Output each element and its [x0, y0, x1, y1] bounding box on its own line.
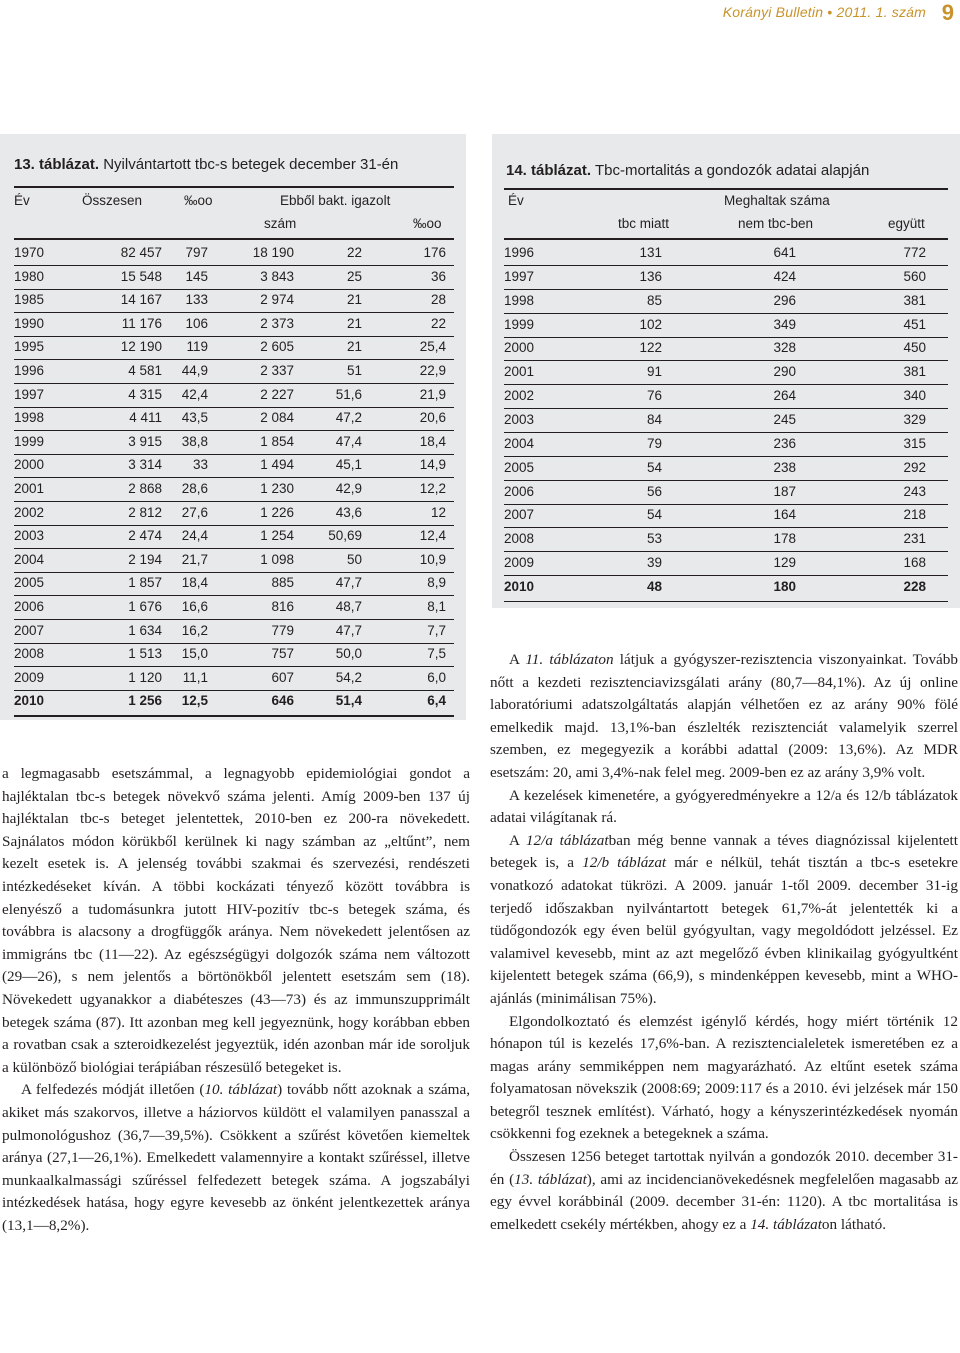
row-year: 1970 [14, 245, 45, 260]
text-run: Összesen 1256 beteget tartottak nyilván a gondozók 2010. december 31-én ( [490, 1148, 958, 1188]
table-cell: 779 [271, 622, 294, 638]
table-cell: 56 [646, 483, 662, 499]
right-column-text [490, 649, 958, 1236]
table-cell: 11,1 [182, 669, 208, 685]
row-year: 1980 [14, 268, 45, 284]
journal-name: Korányi Bulletin [722, 4, 824, 20]
table-cell: 772 [903, 245, 926, 260]
row-divider [14, 336, 454, 337]
table-cell: 2 227 [260, 386, 294, 402]
col-header-rate: ‰oo [184, 193, 213, 208]
table-cell: 1 634 [128, 622, 162, 638]
table-cell: 1 120 [128, 669, 162, 685]
row-divider [14, 477, 454, 478]
table-cell: 168 [903, 555, 926, 571]
table-cell: 292 [903, 459, 926, 475]
table-cell: 18,4 [181, 575, 208, 591]
table-cell: 131 [639, 245, 662, 260]
row-divider [14, 619, 454, 620]
table-cell: 12,2 [419, 481, 446, 496]
table-cell: 8,9 [427, 575, 446, 591]
row-year: 1985 [14, 292, 45, 308]
table-cell: 450 [903, 340, 926, 356]
table-cell: 3 843 [260, 268, 294, 284]
col-header-deaths: Meghaltak száma [724, 193, 830, 208]
row-divider [14, 430, 454, 431]
page-header [0, 0, 960, 30]
table-cell: 1 513 [128, 646, 162, 662]
row-divider [504, 527, 948, 528]
paragraph [490, 1146, 958, 1236]
row-year: 2003 [504, 411, 535, 427]
table-cell: 238 [773, 459, 796, 475]
table-cell: 20,6 [419, 410, 446, 426]
table-cell: 47,4 [335, 433, 362, 449]
row-divider [504, 480, 948, 481]
table-cell: 180 [773, 578, 796, 594]
table-cell: 2 974 [260, 292, 294, 308]
row-year: 1997 [14, 386, 45, 402]
table-cell: 25,4 [419, 339, 446, 355]
table-cell: 641 [773, 245, 796, 260]
table-cell: 119 [186, 339, 208, 355]
issue-label: 2011. 1. szám [836, 4, 926, 20]
table-cell: 28 [430, 292, 446, 308]
table-cell: 560 [903, 268, 926, 284]
row-year: 2007 [504, 507, 535, 523]
table-cell: 136 [639, 268, 662, 284]
text-run: A felfedezés módját illetően ( [21, 1081, 205, 1099]
row-year: 1997 [504, 268, 535, 284]
row-divider [504, 551, 948, 552]
table-cell: 1 857 [128, 575, 162, 591]
row-divider [504, 456, 948, 457]
table-14-rule-top [504, 188, 948, 190]
table-cell: 381 [903, 364, 926, 380]
table-cell: 1 854 [260, 433, 294, 449]
row-year: 2002 [504, 388, 535, 404]
row-divider [14, 548, 454, 549]
text-run: ban még benne vannak a téves diagnózissal kijelentett betegek is, a [490, 831, 958, 872]
table-cell: 44,9 [181, 363, 208, 378]
table-cell: 21 [346, 339, 362, 355]
paragraph [2, 763, 470, 1079]
row-year: 1990 [14, 315, 45, 331]
table-cell: 757 [271, 646, 294, 662]
table-cell: 607 [271, 669, 294, 685]
table-cell: 1 254 [260, 528, 294, 544]
row-divider [14, 289, 454, 290]
table-cell: 27,6 [181, 504, 208, 520]
text-run: on látható. [821, 1215, 887, 1233]
table-cell: 91 [646, 364, 662, 380]
table-cell: 1 098 [260, 551, 294, 567]
page-number: 9 [941, 0, 954, 25]
row-year: 2005 [14, 575, 45, 591]
table-cell: 2 084 [260, 410, 294, 426]
row-divider [14, 454, 454, 455]
table-cell: 236 [773, 435, 796, 451]
table-cell: 22 [346, 245, 362, 260]
table-cell: 50,69 [328, 528, 362, 544]
table-cell: 646 [271, 693, 294, 709]
col-header-confirmed: Ebből bakt. igazolt [280, 193, 391, 208]
table-cell: 54 [646, 507, 662, 523]
table-cell: 76 [646, 388, 662, 404]
table-cell: 176 [423, 245, 446, 260]
table-reference: 10. táblázat [204, 1081, 278, 1099]
table-cell: 10,9 [419, 551, 446, 567]
table-reference: 12/a táblázat [525, 831, 609, 849]
table-cell: 54,2 [335, 669, 362, 685]
paragraph [490, 830, 958, 1011]
col-header-year: Év [14, 193, 30, 208]
table-cell: 43,6 [335, 504, 362, 520]
table-cell: 36 [430, 268, 446, 284]
table-cell: 24,4 [181, 528, 208, 544]
table-cell: 1 226 [260, 504, 294, 520]
table-cell: 106 [185, 315, 208, 331]
row-divider [14, 383, 454, 384]
row-divider [14, 312, 454, 313]
row-year: 1996 [14, 363, 45, 378]
table-13-rule-header [14, 238, 454, 240]
table-reference: 14. táblázat [750, 1215, 822, 1233]
table-cell: 1 256 [128, 693, 162, 709]
table-cell: 2 868 [128, 481, 162, 496]
table-cell: 381 [903, 292, 926, 308]
table-cell: 18,4 [419, 433, 446, 449]
row-divider [14, 572, 454, 573]
table-cell: 38,8 [181, 433, 208, 449]
row-year: 2008 [14, 646, 45, 662]
table-cell: 16,6 [181, 599, 208, 614]
table-cell: 15 548 [120, 268, 162, 284]
table-cell: 2 812 [128, 504, 162, 520]
row-divider [14, 643, 454, 644]
table-cell: 145 [185, 268, 208, 284]
table-cell: 28,6 [181, 481, 208, 496]
running-header [723, 4, 926, 20]
row-year: 1998 [504, 292, 535, 308]
table-cell: 54 [646, 459, 662, 475]
row-divider [14, 265, 454, 266]
row-divider [504, 337, 948, 338]
header-separator: • [827, 4, 833, 20]
row-year: 2009 [14, 669, 45, 685]
table-cell: 18 190 [252, 245, 294, 260]
table-cell: 2 373 [260, 315, 294, 331]
table-13-label: 13. táblázat. [14, 156, 100, 173]
row-year: 2007 [14, 622, 45, 638]
table-cell: 231 [903, 531, 926, 547]
table-cell: 15,0 [181, 646, 208, 662]
table-cell: 8,1 [427, 599, 446, 614]
table-cell: 129 [773, 555, 796, 571]
table-14-label: 14. táblázat. [506, 162, 592, 179]
text-run: ) tovább nőtt azoknak a száma, akiket más szakorvos, illetve a háziorvos küldött el valamilyen panasszal a pulmonológushoz (36,7—39,5%). Csökkent a szűrést követően kiemeltek aránya (27,1—26,1%). Emelkedett valamennyire a kontakt szűréssel, illetve munkaalkalmassági szűréssel felfedezett betegek száma. A jogszabályi intézkedések hatása, hogy egyre kevesebb az önként jelentkezettek aránya (13,1—8,2%). [2, 1081, 470, 1234]
row-divider [14, 407, 454, 408]
text-run: már e nélkül, tehát tisztán a tbc-s esetekre vonatkozó adatokat tükrözi. A 2009. január 1-től 2009. december 31-ig terjedő időszakban nyilvántartott betegek 61,7%-át jelentették ki a tüdőgondozók egy éven belül gyógyultan, vagy megoldódott jelzéssel. Ez valamivel kevesebb, mint az azt megelőző évben klinikailag gyógyultként kijelentett betegek száma (66,9), s mindenképpen kevesebb, mint a WHO-ajánlás (minimálisan 75%). [490, 854, 958, 1007]
row-divider [504, 313, 948, 314]
row-year: 2001 [14, 481, 45, 496]
table-cell: 2 474 [128, 528, 162, 544]
table-cell: 228 [903, 578, 926, 594]
table-cell: 47,7 [335, 622, 362, 638]
table-cell: 2 605 [260, 339, 294, 355]
table-cell: 1 676 [128, 599, 162, 614]
table-cell: 16,2 [181, 622, 208, 638]
table-cell: 4 411 [129, 410, 162, 426]
table-cell: 7,7 [427, 622, 446, 638]
row-divider [504, 384, 948, 385]
table-reference: 12/b táblázat [582, 854, 667, 872]
table-cell: 25 [346, 268, 362, 284]
table-cell: 14 167 [120, 292, 162, 308]
row-divider [14, 690, 454, 691]
table-13-rule-bottom [14, 715, 454, 717]
paragraph [490, 785, 958, 830]
table-cell: 328 [773, 340, 796, 356]
text-run: A [509, 831, 526, 849]
table-cell: 4 315 [128, 386, 162, 402]
row-divider [14, 595, 454, 596]
text-run: a legmagasabb esetszámmal, a legnagyobb epidemiológiai gondot a hajléktalan tbc-s betegek növekvő száma jelenti. Amíg 2009-ben 137 új hajléktalan tbc-s beteget jelentettek, 2010-ben ez 200-ra növekedett. Sajnálatos módon körükből kerülnek ki nagy számban az „eltűnt”, nem kezelt esetek is. A jelenség további szakmai és szervezési, rendészeti intézkedéseket kíván. A többi kockázati tényező között továbbra is elenyésző a tudomásunkra jutott HIV-pozitív tbc-s betegek száma, és továbbra is alacsony a drogfüggők aránya. Nem növekedett jelentősen az immigráns tbc (11—22). Az egészségügyi dolgozók száma nem változott (29—26), s nem jelentős a börtönökből jelentett esetszám sem (18). Növekedett ugyanakkor a diabéteszes (43—73) és az immunszupprimált betegek száma (87). Itt azonban meg kell jegyeznünk, hogy korábban ebben a rovatban csak a szteroidkezelést jegyeztük, idén azonban már ide soroljuk a különböző biológiai terápiában részesülő betegeket is. [2, 765, 470, 1076]
table-cell: 11 176 [121, 315, 162, 331]
row-year: 2006 [14, 599, 45, 614]
table-cell: 3 314 [128, 457, 162, 473]
row-divider [504, 360, 948, 361]
paragraph [490, 649, 958, 785]
row-divider [504, 265, 948, 266]
row-year: 2005 [504, 459, 535, 475]
table-cell: 885 [271, 575, 294, 591]
table-cell: 47,7 [335, 575, 362, 591]
text-run: A kezelések kimenetére, a gyógyeredményekre a 12/a és 12/b táblázatok adatai világítanak rá. [490, 786, 958, 827]
table-cell: 133 [185, 292, 208, 308]
row-year: 1995 [14, 339, 45, 355]
table-cell: 102 [639, 316, 662, 332]
row-divider [504, 408, 948, 409]
table-cell: 21,7 [181, 551, 208, 567]
row-year: 2006 [504, 483, 535, 499]
table-cell: 2 194 [128, 551, 162, 567]
row-divider [14, 359, 454, 360]
row-divider [504, 289, 948, 290]
table-reference: 11. táblázaton [525, 651, 614, 668]
table-cell: 45,1 [335, 457, 362, 473]
row-year: 2001 [504, 364, 535, 380]
row-divider [14, 501, 454, 502]
table-cell: 3 915 [128, 433, 162, 449]
table-cell: 82 457 [120, 245, 162, 260]
table-cell: 797 [185, 245, 208, 260]
table-cell: 51,6 [335, 386, 362, 402]
table-cell: 164 [773, 507, 796, 523]
table-cell: 42,4 [181, 386, 208, 402]
table-cell: 816 [271, 599, 294, 614]
table-cell: 79 [646, 435, 662, 451]
row-divider [504, 432, 948, 433]
col-header-confirmed-rate: ‰oo [413, 216, 442, 231]
row-divider [14, 666, 454, 667]
row-divider [504, 504, 948, 505]
text-run: Elgondolkoztató és elemzést igénylő kérdés, hogy miért történik 12 hónapon túl is kezelés 17,6%-ban. A rezisztencialeletek ismeretében ez a magas arány semmiképpen nem magyarázható. Az eltűnt esetek száma folyamatosan növekszik (2008:69; 2009:117 és a 2010. évi jelzések már 150 betegről tesznek említést). Várható, hogy a kényszerintézkedések nyomán csökkenni fog ezeknek a betegeknek a száma. [490, 1012, 958, 1143]
table-cell: 14,9 [419, 457, 446, 473]
table-cell: 290 [773, 364, 796, 380]
row-year: 2004 [14, 551, 45, 567]
table-cell: 451 [903, 316, 926, 332]
table-cell: 84 [646, 411, 662, 427]
row-year: 2003 [14, 528, 45, 544]
table-14-caption [506, 162, 869, 179]
table-cell: 51,4 [335, 693, 362, 709]
table-cell: 22 [430, 315, 446, 331]
table-cell: 53 [646, 531, 662, 547]
table-14-rule-bottom [504, 601, 948, 603]
table-cell: 218 [903, 507, 926, 523]
col-header-total: Összesen [82, 193, 143, 208]
table-cell: 51 [346, 363, 362, 378]
table-cell: 21 [346, 315, 362, 331]
table-14-title: Tbc-mortalitás a gondozók adatai alapján [594, 162, 870, 179]
table-cell: 50,0 [335, 646, 362, 662]
table-cell: 47,2 [335, 410, 362, 426]
row-divider [14, 525, 454, 526]
table-cell: 21,9 [419, 386, 446, 402]
table-13-caption [14, 156, 398, 173]
col-header-non-tb: nem tbc-ben [738, 216, 814, 231]
row-year: 2009 [504, 555, 535, 571]
row-year: 2000 [14, 457, 45, 473]
table-cell: 424 [773, 268, 796, 284]
table-cell: 12 190 [120, 339, 162, 355]
table-cell: 178 [773, 531, 796, 547]
table-cell: 1 494 [260, 457, 294, 473]
text-run: látjuk a gyógyszer-rezisztencia viszonyainkat. Tovább nőtt a kezdeti rezisztenciavizsgálati arány (80,7—84,1%). Az új online laboratóriumi adatszolgáltatás alapján vélhetően ez az arány 90% fölé emelkedik majd. 13,1%-ban észlelték rezisztenciát valamelyik szerrel szemben, ez megegyezik a korábbi adattal (2009: 13,6%). Az MDR esetszám: 20, ami 3,4%-nak felel meg. 2009-ben ez az arány 3,9% volt. [490, 651, 958, 781]
table-cell: 4 581 [128, 363, 162, 378]
text-run: A [509, 651, 526, 668]
table-14 [492, 134, 960, 608]
table-cell: 329 [903, 411, 926, 427]
paragraph [2, 1079, 470, 1237]
row-year: 1996 [504, 245, 535, 260]
row-year: 2002 [14, 504, 45, 520]
table-cell: 33 [192, 457, 208, 473]
table-14-rule-header [504, 238, 948, 240]
table-cell: 340 [903, 388, 926, 404]
col-header-together: együtt [888, 216, 925, 231]
row-year: 1999 [14, 433, 45, 449]
table-cell: 2 337 [260, 363, 294, 378]
table-cell: 296 [773, 292, 796, 308]
table-13 [0, 134, 466, 720]
table-cell: 48 [646, 578, 662, 594]
table-cell: 264 [773, 388, 796, 404]
table-cell: 12 [430, 504, 446, 520]
row-year: 2010 [14, 693, 45, 709]
table-cell: 245 [773, 411, 796, 427]
row-year: 2010 [504, 578, 535, 594]
table-cell: 315 [903, 435, 926, 451]
table-cell: 187 [773, 483, 796, 499]
table-cell: 43,5 [181, 410, 208, 426]
table-reference: 13. táblázat [514, 1170, 587, 1188]
table-cell: 12,5 [181, 693, 208, 709]
row-year: 2004 [504, 435, 535, 451]
table-cell: 349 [773, 316, 796, 332]
left-column-text [2, 763, 470, 1237]
text-run: ), ami az incidencianövekedésnek megfelelően magasabb az egy évvel korábbinál (2009. december 31-én: 1120). A tbc mortalitása is emelkedett csekély mértékben, ahogy ez a [490, 1170, 958, 1233]
row-year: 2000 [504, 340, 535, 356]
table-cell: 243 [903, 483, 926, 499]
table-cell: 22,9 [419, 363, 446, 378]
table-cell: 42,9 [335, 481, 362, 496]
table-cell: 48,7 [335, 599, 362, 614]
table-13-rule-top [14, 186, 454, 188]
table-cell: 7,5 [427, 646, 446, 662]
table-cell: 21 [346, 292, 362, 308]
table-cell: 6,0 [427, 669, 446, 685]
table-cell: 50 [346, 551, 362, 567]
col-header-tb: tbc miatt [618, 216, 670, 231]
row-year: 1998 [14, 410, 45, 426]
table-cell: 39 [646, 555, 662, 571]
col-header-count: szám [264, 216, 297, 231]
table-cell: 85 [646, 292, 662, 308]
col-header-year: Év [508, 193, 524, 208]
table-cell: 12,4 [419, 528, 446, 544]
table-13-title: Nyilvántartott tbc-s betegek december 31-én [103, 156, 399, 173]
table-cell: 6,4 [427, 693, 446, 709]
table-cell: 122 [639, 340, 662, 356]
row-year: 2008 [504, 531, 535, 547]
row-year: 1999 [504, 316, 535, 332]
table-cell: 1 230 [260, 481, 294, 496]
paragraph [490, 1011, 958, 1147]
row-divider [504, 575, 948, 576]
